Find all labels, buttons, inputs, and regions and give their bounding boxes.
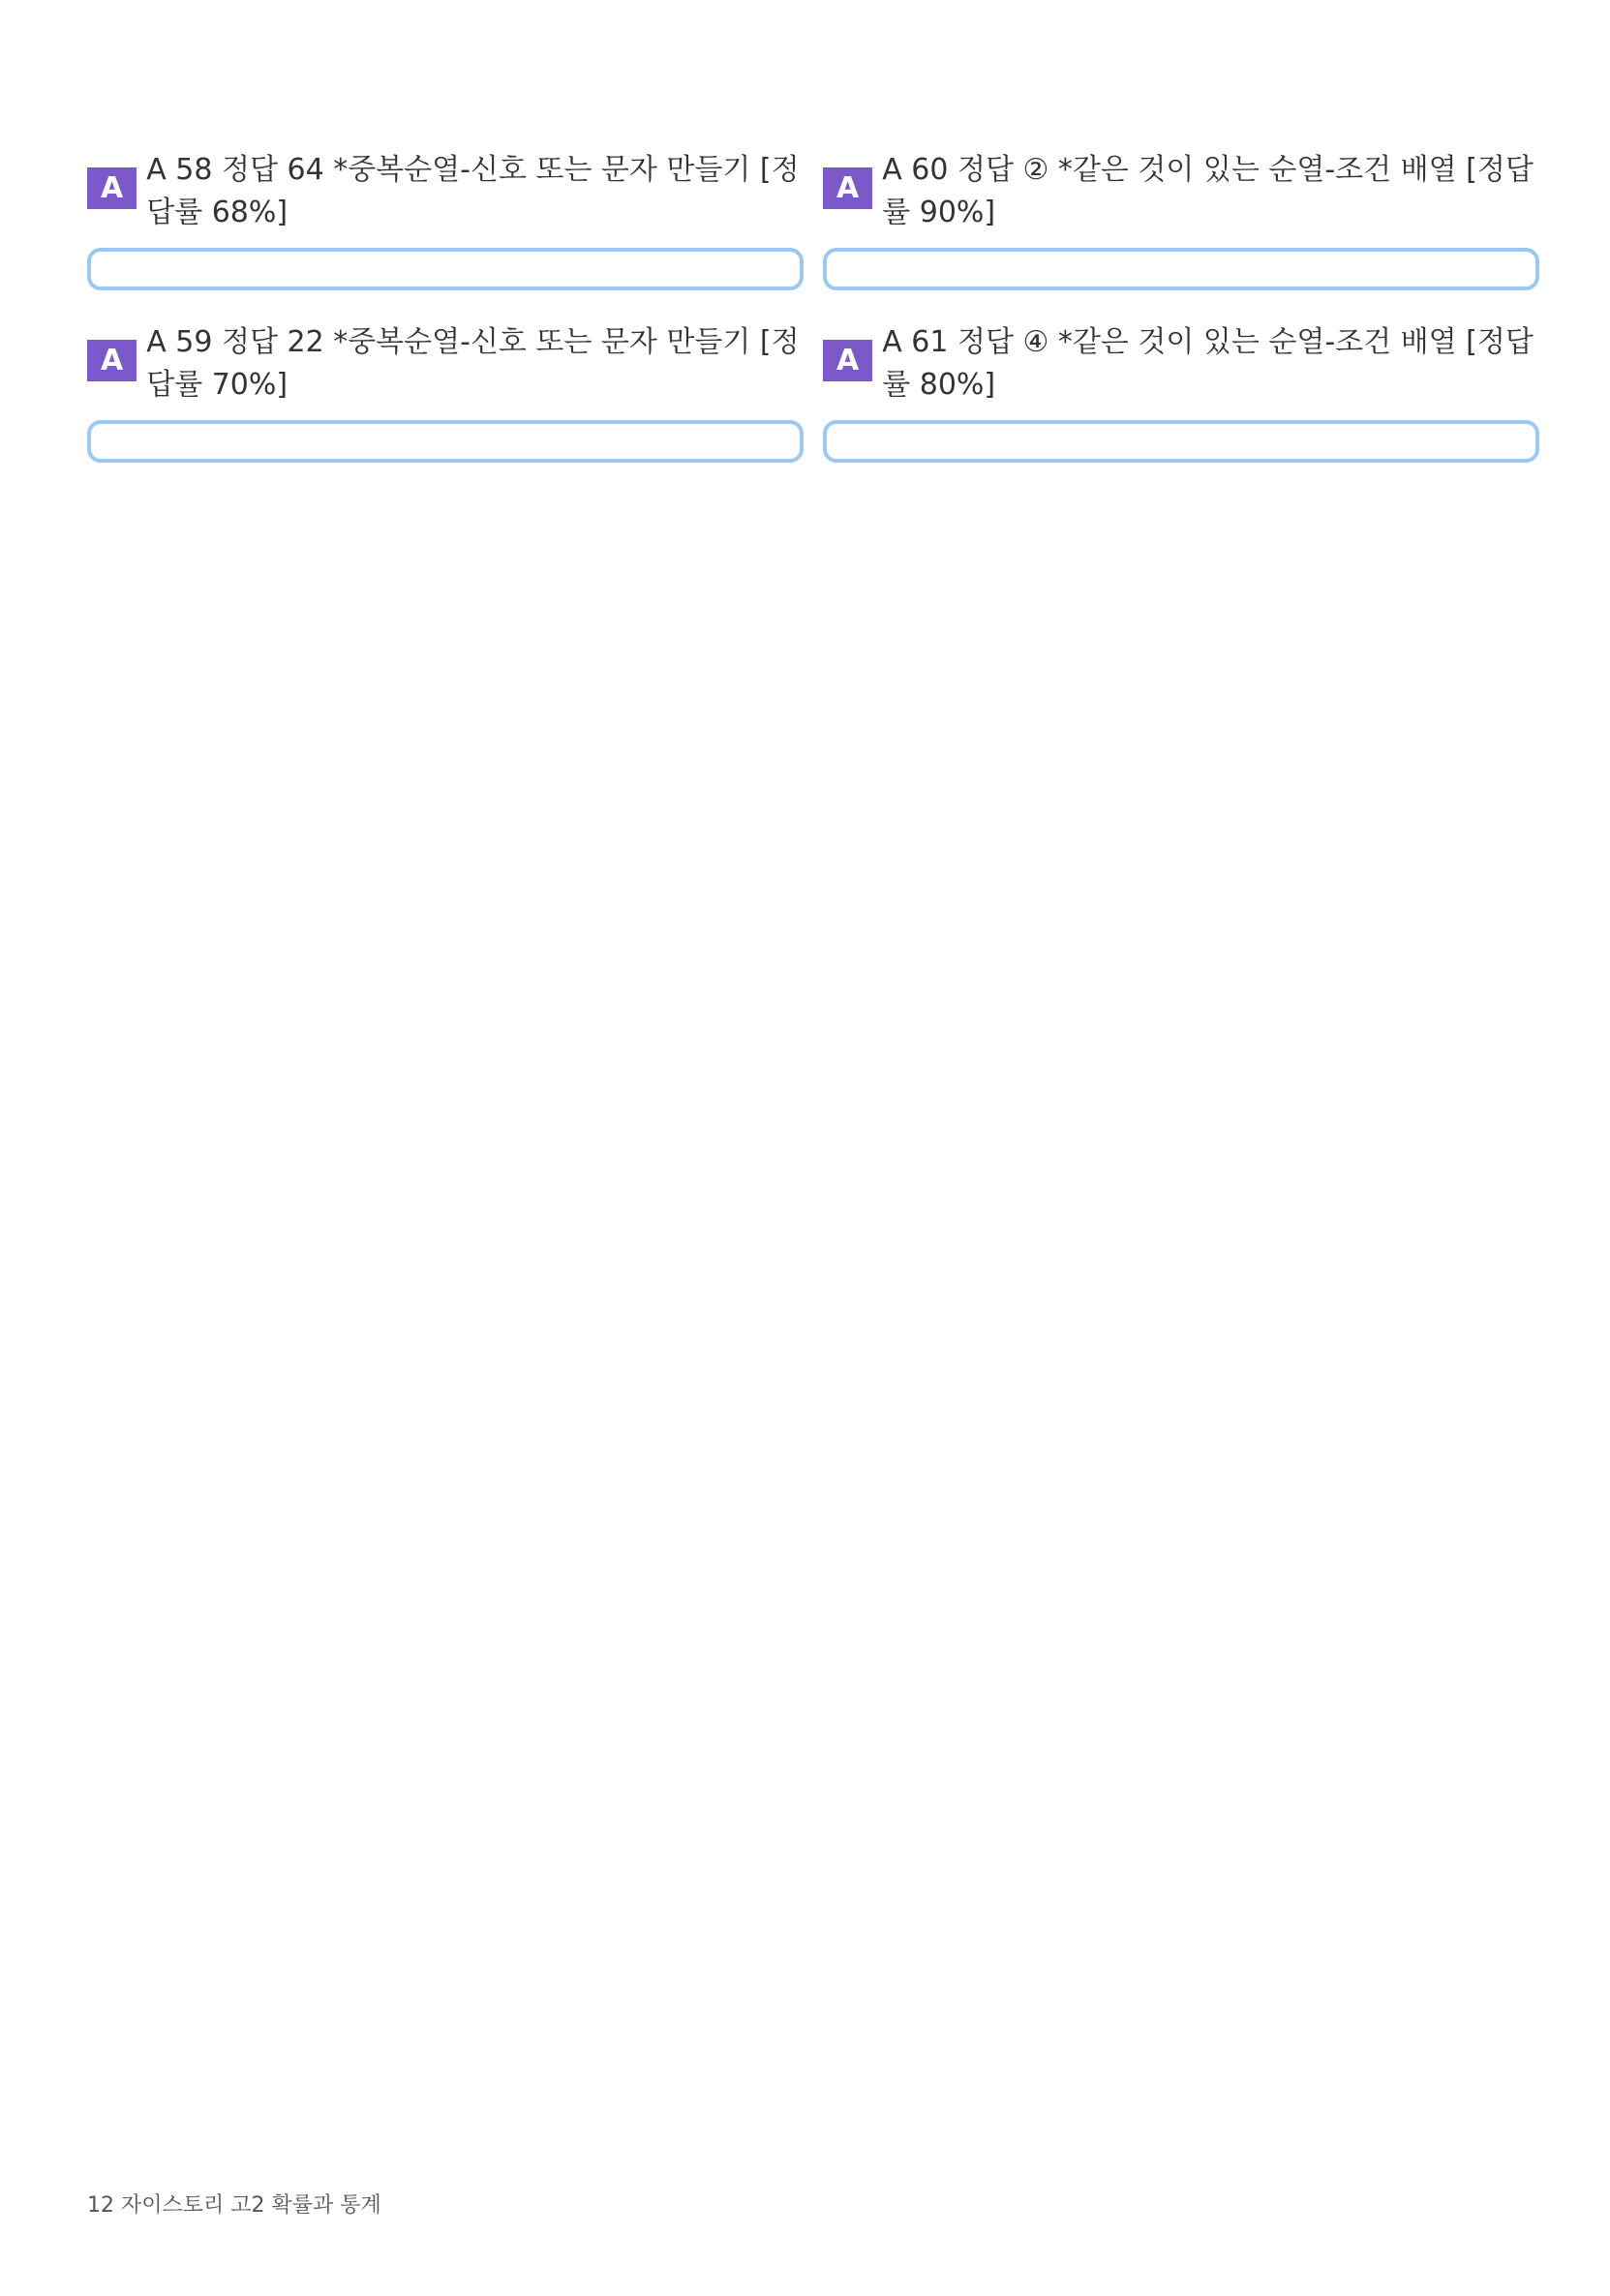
left-column bbox=[87, 145, 804, 490]
problem-badge: A bbox=[823, 167, 872, 209]
problem-61-card bbox=[823, 420, 1539, 463]
footer: 12 자이스토리 고2 확률과 통계 bbox=[87, 2193, 381, 2218]
right-column bbox=[823, 145, 1539, 490]
problem-58-card bbox=[87, 248, 804, 290]
problem-58-header bbox=[87, 145, 804, 230]
problem-title: A 61 정답 ④ *같은 것이 있는 순열-조건 배열 [정답률 80%] bbox=[882, 325, 1534, 402]
problem-61-header bbox=[823, 317, 1539, 403]
problem-badge: A bbox=[87, 167, 137, 209]
problem-title: A 59 정답 22 *중복순열-신호 또는 문자 만들기 [정답률 70%] bbox=[146, 325, 800, 402]
problem-title: A 58 정답 64 *중복순열-신호 또는 문자 만들기 [정답률 68%] bbox=[146, 153, 800, 229]
problem-59-card bbox=[87, 420, 804, 463]
problem-badge: A bbox=[823, 340, 872, 381]
problem-badge: A bbox=[87, 340, 137, 381]
problem-60-card bbox=[823, 248, 1539, 290]
problem-title: A 60 정답 ② *같은 것이 있는 순열-조건 배열 [정답률 90%] bbox=[882, 153, 1534, 229]
problem-60-header bbox=[823, 145, 1539, 230]
problem-59-header bbox=[87, 317, 804, 403]
